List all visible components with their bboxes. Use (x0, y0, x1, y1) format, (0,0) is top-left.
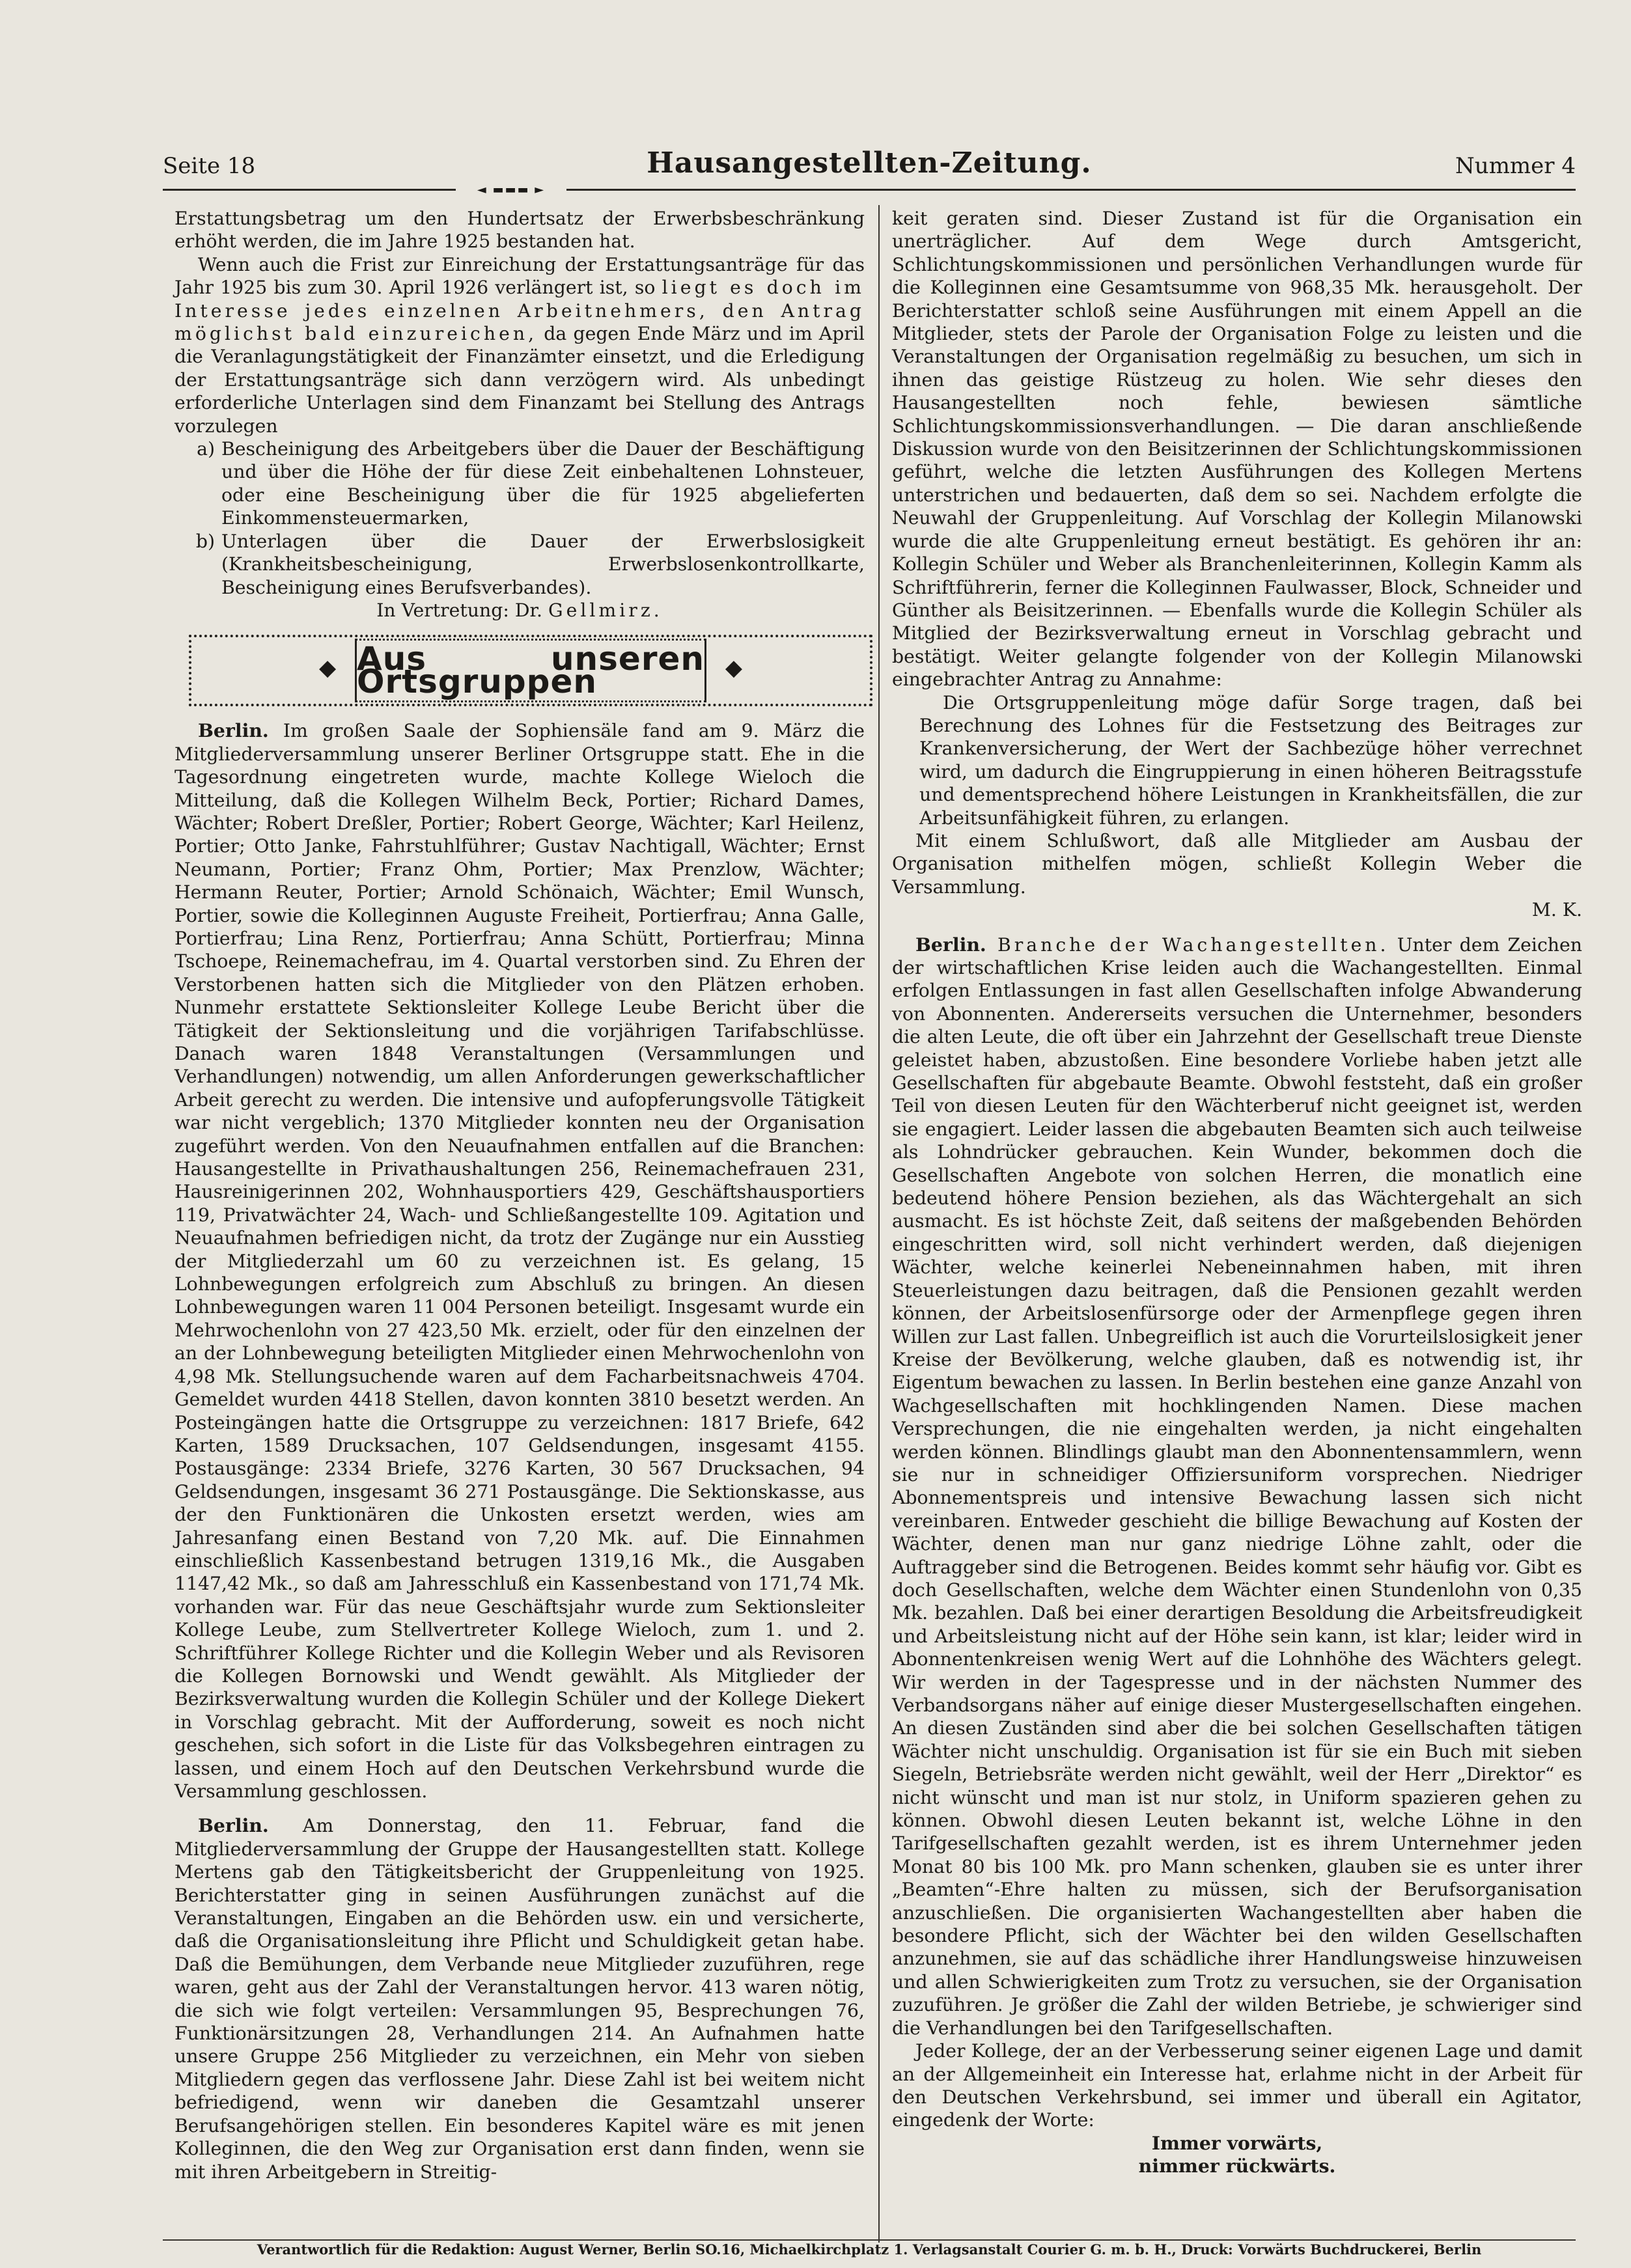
document-list (174, 437, 865, 599)
emphasis-text: liegt es doch im Interesse jedes einzelnen Arbeitnehmers, den Antrag möglichst bald einzureichen, (174, 277, 865, 345)
list-label: b) (195, 530, 215, 552)
list-label: a) (197, 438, 215, 460)
paragraph (174, 253, 865, 437)
article-berlin-2 (174, 1814, 865, 2183)
text-run: Wenn auch die Frist zur Einreichung der Erstattungsanträge für das Jahr 1925 bis zum 30. April 1926 verlängert ist, so (174, 253, 865, 299)
branch-heading: Branche der Wachangestellten. (986, 933, 1389, 956)
diamond-icon: ◆ (319, 655, 337, 682)
dateline: Berlin. (198, 1814, 269, 1837)
closing-motto (892, 2132, 1582, 2178)
footer-rule (163, 2239, 1576, 2241)
list-item (174, 530, 865, 599)
page-header (163, 146, 1576, 192)
right-column (892, 207, 1582, 2178)
header-rule (163, 189, 1576, 191)
list-item (174, 437, 865, 530)
paragraph: Jeder Kollege, der an der Verbesserung seiner eigenen Lage und damit an der Allgemeinheit ein Interesse hat, erlahme nicht in der Arbeit für den Deutschen Verkehrsbund, sei immer und überall ein Agitator, eingedenk der Worte: (892, 2040, 1582, 2131)
article-berlin-3 (892, 933, 1582, 2040)
article-text: Am Donnerstag, den 11. Februar, fand die Mitgliederversammlung der Gruppe der Hausangestellten statt. Kollege Mertens gab den Tätigkeitsbericht der Gruppenleitung von 1925. Berichterstatter ging in seinen Ausführungen zunächst auf die Veranstaltungen, Eingaben an die Behörden usw. ein und versicherte, daß die Organisationsleitung ihre Pflicht und Schuldigkeit getan habe. Daß die Bemühungen, dem Verbande neue Mitglieder zuzuführen, rege waren, geht aus der Zahl der Veranstaltungen hervor. 413 waren nötig, die sich wie folgt verteilen: Versammlungen 95, Besprechungen 76, Funktionärsitzungen 28, Verhandlungen 214. An Aufnahmen hatte unsere Gruppe 256 Mitglieder zu verzeichnen, ein Mehr von sieben Mitgliedern gegen das verflossene Jahr. Diese Zahl ist bei weitem nicht befriedigend, wenn wir daneben die Gesamtzahl unserer Berufsangehörigen stellen. Ein besonderes Kapitel wäre es mit jenen Kolleginnen, die den Weg zur Organisation erst dann finden, wenn sie mit ihren Arbeitgebern in Streitig- (174, 1815, 865, 2183)
banner-inner (355, 639, 706, 702)
resolution-quote (919, 691, 1582, 829)
paragraph: Erstattungsbetrag um den Hundertsatz der Erwerbsbeschränkung erhöht werden, die im Jahre 1925 bestanden hat. (174, 208, 865, 253)
article-text: Im großen Saale der Sophiensäle fand am 9. März die Mitgliederversammlung unserer Berliner Ortsgruppe statt. Ehe in die Tagesordnung eingetreten wurde, machte Kollege Wieloch die Mitteilung, daß die Kollegen Wilhelm Beck, Portier; Richard Dames, Wächter; Robert Dreßler, Portier; Robert George, Wächter; Karl Heilenz, Portier; Otto Janke, Fahrstuhlführer; Gustav Nachtigall, Wächter; Ernst Neumann, Portier; Franz Ohm, Portier; Max Prenzlow, Wächter; Hermann Reuter, Portier; Arnold Schönaich, Wächter; Emil Wunsch, Portier, sowie die Kolleginnen Auguste Freiheit, Portierfrau; Anna Galle, Portierfrau; Lina Renz, Portierfrau; Anna Schütt, Portierfrau; Minna Tschoepe, Reinemachefrau, im 4. Quartal verstorben sind. Zu Ehren der Verstorbenen hatten sich die Mitglieder von den Plätzen erhoben. Nunmehr erstattete Sektionsleiter Kollege Leube Bericht über die Tätigkeit der Sektionsleitung und die vorjährigen Tarifabschlüsse. Danach waren 1848 Veranstaltungen (Versammlungen und Verhandlungen) notwendig, um allen Anforderungen gewerkschaftlicher Arbeit gerecht zu werden. Die intensive und aufopferungsvolle Tätigkeit war nicht vergeblich; 1370 Mitglieder konnten neu der Organisation zugeführt werden. Von den Neuaufnahmen entfallen auf die Branchen: Hausangestellte in Privathaushaltungen 256, Reinemachefrauen 231, Hausreinigerinnen 202, Wohnhausportiers 429, Geschäftshausportiers 119, Privatwächter 24, Wach- und Schließangestellte 109. Agitation und Neuaufnahmen befriedigen nicht, da trotz der Zugänge nur ein Ausstieg der Mitgliederzahl um 60 zu verzeichnen ist. Es gelang, 15 Lohnbewegungen erfolgreich zum Abschluß zu bringen. An diesen Lohnbewegungen waren 11 004 Personen beteiligt. Insgesamt wurde ein Mehrwochenlohn von 27 423,50 Mk. erzielt, oder für den einzelnen der an der Lohnbewegung beteiligten Mitglieder einen Mehrwochenlohn von 4,98 Mk. Stellungsuchende waren auf dem Facharbeitsnachweis 4704. Gemeldet wurden 4418 Stellen, davon konnten 3810 besetzt werden. An Posteingängen hatte die Ortsgruppe zu verzeichnen: 1817 Briefe, 642 Karten, 1589 Drucksachen, 107 Geldsendungen, insgesamt 4155. Postausgänge: 2334 Briefe, 3276 Karten, 30 567 Drucksachen, 94 Geldsendungen, insgesamt 36 271 Postausgänge. Die Sektionskasse, aus der den Funktionären die Unkosten ersetzt werden, wies am Jahresanfang einen Bestand von 7,20 Mk. auf. Die Einnahmen einschließlich Kassenbestand betrugen 1319,16 Mk., die Ausgaben 1147,42 Mk., so daß am Jahresschluß ein Kassenbestand von 171,74 Mk. vorhanden war. Für das neue Geschäftsjahr wurde zum Sektionsleiter Kollege Leube, zum Stellvertreter Kollege Wieloch, zum 1. und 2. Schriftführer Kollege Richter und die Kollegin Weber und als Revisoren die Kollegen Bornowski und Wendt gewählt. Als Mitglieder der Bezirksverwaltung wurden die Kollegin Schüler und der Kollege Diekert in Vorschlag gebracht. Mit der Aufforderung, soweit es noch nicht geschehen, sich sofort in die Liste für das Volksbegehren eintragen zu lassen, und einem Hoch auf den Deutschen Verkehrsbund wurde die Versammlung geschlossen. (174, 720, 865, 1802)
column-divider (878, 205, 880, 2243)
section-banner (189, 635, 872, 706)
signature (174, 599, 865, 622)
signature-prefix: In Vertretung: Dr. (376, 599, 548, 621)
issue-number: Nummer 4 (1455, 153, 1576, 179)
author-initials: M. K. (1531, 899, 1582, 921)
article-text: Unter dem Zeichen der wirtschaftlichen Krise leiden auch die Wachangestellten. Einmal erfolgen Entlassungen in fast allen Gesellschaften infolge Abwanderung von Abonnenten. Andererseits versuchen die Unternehmer, besonders die alten Leute, die oft über ein Jahrzehnt der Gesellschaft treue Dienste geleistet haben, abzustoßen. Eine besondere Vorliebe haben jetzt alle Gesellschaften für abgebaute Beamte. Obwohl feststeht, daß ein großer Teil von diesen Leuten für den Wächterberuf nicht geeignet ist, werden sie engagiert. Leider lassen die abgebauten Beamten sich auch teilweise als Lohndrücker gebrauchen. Kein Wunder, bekommen doch die Gesellschaften Angebote von solchen Herren, die monatlich eine bedeutend höhere Pension beziehen, als das Wächtergehalt an sich ausmacht. Es ist höchste Zeit, daß seitens der maßgebenden Behörden eingeschritten wird, soll nicht verhindert werden, daß diejenigen Wächter, welche keinerlei Nebeneinnahmen haben, mit ihren Steuerleistungen dazu beitragen, daß die Pensionen gezahlt werden können, der Arbeitslosenfürsorge oder der Armenpflege gegen ihren Willen zur Last fallen. Unbegreiflich ist auch die Vorurteilslosigkeit jener Kreise der Bevölkerung, welche glauben, daß es notwendig ist, ihr Eigentum bewachen zu lassen. In Berlin bestehen eine ganze Anzahl von Wachgesellschaften mit hochklingenden Namen. Diese machen Versprechungen, die nie eingehalten werden, ja nicht eingehalten werden können. Blindlings glaubt man den Abonnentensammlern, wenn sie nur in schneidiger Offiziersuniform vorsprechen. Niedriger Abonnementspreis und intensive Bewachung lassen sich nicht vereinbaren. Entweder geschieht die billige Bewachung auf Kosten der Wächter, denen man nur ganz niedrige Löhne zahlt, oder die Auftraggeber sind die Betrogenen. Beides kommt sehr häufig vor. Gibt es doch Gesellschaften, welche dem Wächter einen Stundenlohn von 0,35 Mk. bezahlen. Daß bei einer derartigen Besoldung die Arbeitsfreudigkeit und Arbeitsleistung nicht auf der Höhe sein kann, ist klar; leider wird in Abonnentenkreisen wenig Wert auf die Lohnhöhe des Wächters gelegt. Wir werden in der Tagespresse und in der nächsten Nummer des Verbandsorgans näher auf einige dieser Mustergesellschaften eingehen. An diesen Zuständen sind aber die bei solchen Gesellschaften tätigen Wächter nicht unschuldig. Organisation ist für sie ein Buch mit sieben Siegeln, Betriebsräte werden nicht gewählt, weil der Herr „Direktor“ es nicht wünscht und man ist nur stolz, in Uniform spazieren gehen zu können. Obwohl diesen Leuten bekannt ist, welche Löhne in den Tarifgesellschaften gezahlt werden, ist es ihrem Unternehmer jeden Monat 80 bis 100 Mk. pro Mann schenken, glauben sie es unter ihrer „Beamten“-Ehre halten zu müssen, sich der Berufsorganisation anzuschließen. Die organisierten Wachangestellten aber haben die besondere Pflicht, sich der Wächter bei den wilden Gesellschaften anzunehmen, sie auf das schädliche ihrer Handlungsweise hinzuweisen und allen Schwierigkeiten zum Trotz zu versuchen, sie der Organisation zuzuführen. Je größer die Zahl der wilden Betriebe, je schwieriger sind die Verhandlungen bei den Tarifgesellschaften. (892, 933, 1582, 2039)
motto-line: nimmer rückwärts. (1138, 2155, 1336, 2178)
list-text: Unterlagen über die Dauer der Erwerbslosigkeit (Krankheitsbescheinigung, Erwerbslosenkontrollkarte, Bescheinigung eines Berufsverbandes). (221, 530, 865, 598)
diamond-icon: ◆ (725, 655, 742, 682)
header-ornament: ◄ ▬▬▬ ► (456, 183, 566, 196)
paragraph: Mit einem Schlußwort, daß alle Mitglieder am Ausbau der Organisation mithelfen mögen, schließt Kollegin Weber die Versammlung. (892, 829, 1582, 898)
left-column (174, 207, 865, 2183)
paragraph: keit geraten sind. Dieser Zustand ist für die Organisation ein unerträglicher. Auf dem Wege durch Amtsgericht, Schlichtungskommissionen und persönlichen Verhandlungen wurde für die Kolleginnen eine Gesamtsumme von 968,35 Mk. herausgeholt. Der Berichterstatter schloß seine Ausführungen mit einem Appell an die Mitglieder, stets der Parole der Organisation Folge zu leisten und die Veranstaltungen der Organisation regelmäßig zu besuchen, um sich in ihnen das geistige Rüstzeug zu holen. Wie sehr dieses den Hausangestellten noch fehle, bewiesen sämtliche Schlichtungskommissionsverhandlungen. — Die daran anschließende Diskussion wurde von den Beisitzerinnen der Schlichtungskommissionen geführt, welche die letzten Ausführungen des Kollegen Mertens unterstrichen und bedauerten, daß dem so sei. Nachdem erfolgte die Neuwahl der Gruppenleitung. Auf Vorschlag der Kollegin Milanowski wurde die alte Gruppenleitung erneut bestätigt. Es gehören ihr an: Kollegin Schüler und Weber als Branchenleiterinnen, Kollegin Kamm als Schriftführerin, ferner die Kolleginnen Faulwasser, Block, Schneider und Günther als Beisitzerinnen. — Ebenfalls wurde die Kollegin Schüler als Mitglied der Bezirksverwaltung erneut in Vorschlag gebracht und bestätigt. Weiter gelangte folgender von der Kollegin Milanowski eingebrachter Antrag zu Annahme: (892, 208, 1582, 691)
dateline: Berlin. (915, 933, 986, 956)
article-berlin-1 (174, 719, 865, 1803)
motto-line: Immer vorwärts, (1151, 2131, 1323, 2154)
quote-text: Die Ortsgruppenleitung möge dafür Sorge tragen, daß bei Berechnung des Lohnes für die Festsetzung des Beitrages zur Krankenversicherung, der Wert der Sachbezüge höher verrechnet wird, um dadurch die Eingruppierung in einen höheren Beitragsstufe und dementsprechend höhere Leistungen in Krankheitsfällen, die zur Arbeitsunfähigkeit führen, zu erlangen. (919, 691, 1582, 829)
section-title: Aus unseren Ortsgruppen (357, 639, 704, 701)
text-run: da gegen Ende März und im April die Veranlagungstätigkeit der Finanzämter einsetzt, und die Erledigung der Erstattungsanträge sich dann verzögern wird. Als unbedingt erforderliche Unterlagen sind dem Finanzamt bei Stellung des Antrags vorzulegen (174, 323, 865, 437)
imprint-footer: Verantwortlich für die Redaktion: August Werner, Berlin SO.16, Michaelkirchplatz 1. Verlagsanstalt Courier G. m. b. H., Druck: Vorwärts Buchdruckerei, Berlin (257, 2241, 1482, 2258)
list-text: Bescheinigung des Arbeitgebers über die Dauer der Beschäftigung und über die Höhe der für diese Zeit einbehaltenen Lohnsteuer, oder eine Bescheinigung über die für 1925 abgelieferten Einkommensteuermarken, (221, 438, 865, 529)
newspaper-title: Hausangestellten-Zeitung. (647, 146, 1092, 180)
dateline: Berlin. (198, 719, 269, 742)
page-number: Seite 18 (163, 153, 256, 179)
signature-name: Gellmirz. (548, 599, 663, 621)
